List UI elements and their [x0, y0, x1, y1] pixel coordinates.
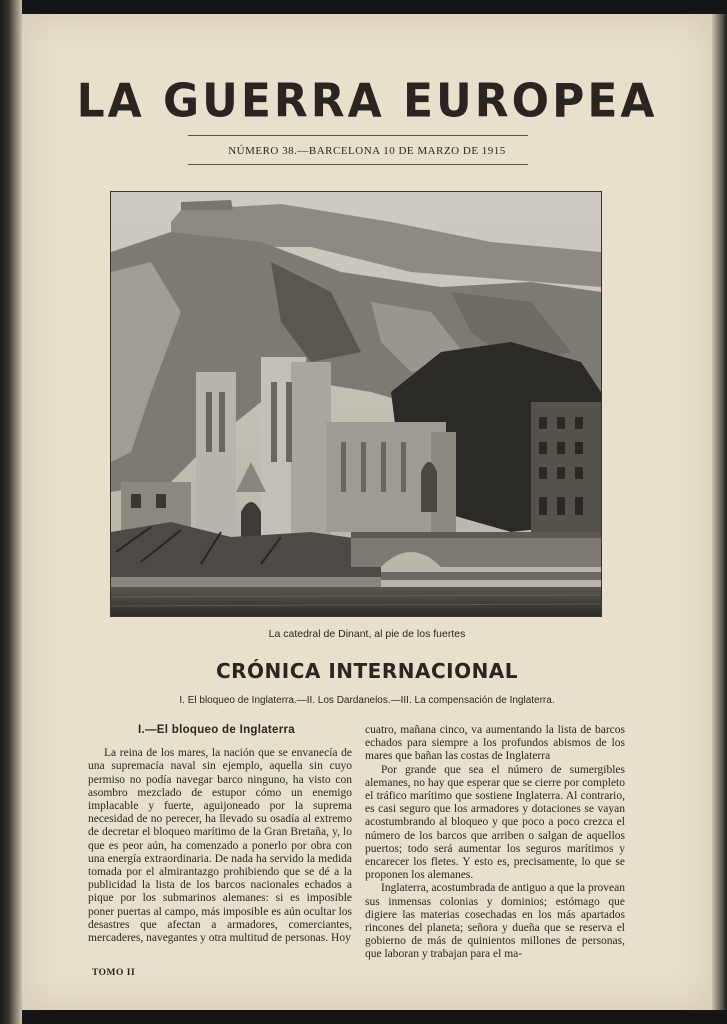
left-paragraph: La reina de los mares, la nación que se envanecía de una supremacía naval sin ejemplo, aquella sin cuyo permiso no podía navegar barco ninguno, ha visto con asombro mezclado de estupor cómo un enemigo implacable y fuerte, aguijoneado por la suprema necesidad de no perecer, ha llevado su osadía al extremo de decretar el bloqueo marítimo de la Gran Bretaña, y, lo que es peor aún, ha comenzado a ponerlo por obra con una energía extraordinaria. De nada ha servido la medida tomada por el almirantazgo prohibiendo que se dé a la publicidad la lista de los barcos nacionales echados a pique por los submarinos alemanes: si es imposible poner puertas al campo, más imposible es aún ocultar los desastres que afectan a armadores, comerciantes, mercaderes, navegantes y otra multitud de personas. Hoy: [88, 747, 352, 945]
photo-caption: La catedral de Dinant, al pie de los fuertes: [268, 628, 466, 640]
masthead-rule-bottom: [188, 164, 528, 165]
dinant-cathedral-illustration: [111, 192, 601, 616]
right-paragraph-3: Inglaterra, acostumbrada de antiguo a que la provean sus inmensas colonias y dominios; estómago que digiere las materias cosechadas en los más apartados rincones del planeta; señora y dueña que se reserva el gobierno de más de quinientos millones de personas, que laboran y trabajan para el ma-: [365, 882, 625, 961]
right-paragraph-2: Por grande que sea el número de sumergibles alemanes, no hay que esperar que se cierre por completo el tráfico marítimo que sostiene Inglaterra. Al contrario, es casi seguro que los armadores y dotaciones se vayan acostumbrando al bloqueo y que poco a poco crezca el número de los barcos que arriben o salgan de aquellos puertos; todo será aumentar los seguros marítimos y encarecer los fletes. Y esto es, precisamente, lo que se proponen los alemanes.: [365, 763, 625, 882]
page-edge: [712, 14, 727, 1010]
right-paragraph-1: cuatro, mañana cinco, va aumentando la lista de barcos echados para siempre a los profundos abismos de los mares que bañan las costas de Inglaterra: [365, 724, 625, 763]
cathedral-photo: [110, 191, 602, 617]
left-column: [88, 724, 352, 945]
issue-dateline: NÚMERO 38.—BARCELONA 10 DE MARZO DE 1915: [228, 145, 506, 157]
article-summary: I. El bloqueo de Inglaterra.—II. Los Dardanelos.—III. La compensación de Inglaterra.: [179, 695, 555, 706]
volume-label: TOMO II: [92, 968, 136, 978]
masthead-rule-top: [188, 135, 528, 136]
newspaper-page: [22, 14, 712, 1010]
masthead-title: LA GUERRA EUROPEA: [76, 74, 658, 129]
right-column: [365, 724, 625, 962]
book-spine: [0, 0, 22, 1024]
article-title: CRÓNICA INTERNACIONAL: [215, 659, 519, 683]
section-heading: I.—El bloqueo de Inglaterra: [138, 724, 295, 736]
